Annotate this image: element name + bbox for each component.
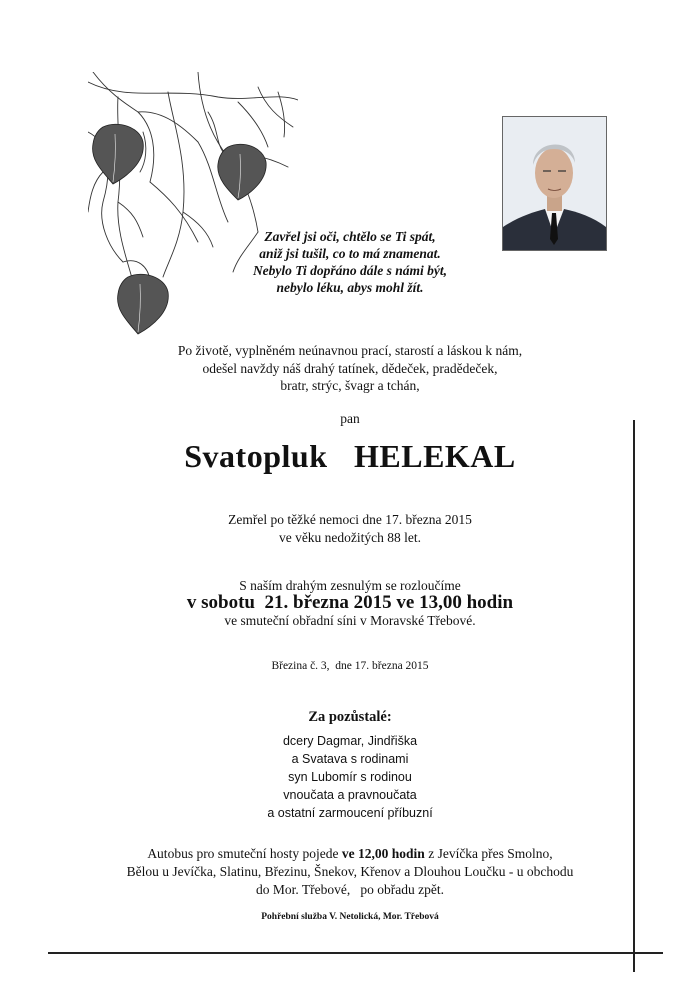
deceased-name: [60, 438, 640, 475]
death-line: Zemřel po těžké nemoci dne 17. března 2015: [228, 512, 472, 527]
place-and-date: Březina č. 3, dne 17. března 2015: [271, 660, 429, 672]
last-name: HELEKAL: [353, 438, 516, 474]
border-line-horizontal: [48, 952, 663, 954]
poem-line: Nebylo Ti dopřáno dále s námi být,: [252, 263, 448, 278]
intro-text: [100, 342, 600, 395]
bus-line-1: [80, 845, 620, 863]
survivor-line: vnoučata a pravnoučata: [283, 788, 417, 802]
memorial-poem: [230, 228, 470, 296]
honorific: pan: [340, 411, 360, 426]
farewell-date: v sobotu 21. března 2015 ve 13,00 hodin: [186, 592, 514, 613]
intro-line: Po životě, vyplněném neúnavnou prací, starostí a láskou k nám,: [177, 343, 523, 358]
survivors-title: Za pozůstalé:: [308, 709, 392, 725]
poem-line: nebylo léku, abys mohl žít.: [276, 280, 424, 295]
death-notice: [100, 511, 600, 546]
bus-post: z Jevíčka přes Smolno,: [424, 846, 553, 861]
linden-branch-illustration: [88, 72, 298, 340]
funeral-service: Pohřební služba V. Netolická, Mor. Třebová: [261, 912, 439, 922]
survivors-list: [150, 732, 550, 822]
portrait-photo-icon: [503, 117, 606, 250]
survivor-line: dcery Dagmar, Jindřiška: [282, 734, 418, 748]
poem-line: aniž jsi tušil, co to má znamenat.: [259, 246, 441, 261]
bus-time: ve 12,00 hodin: [341, 846, 425, 861]
farewell-intro: S naším drahým zesnulým se rozloučíme: [239, 578, 461, 593]
bus-line-2: Bělou u Jevíčka, Slatinu, Březinu, Šnekov, Křenov a Dlouhou Loučku - u obchodu: [126, 864, 574, 879]
portrait-photo: [502, 116, 607, 251]
bus-line-3: do Mor. Třebové, po obřadu zpět.: [256, 882, 444, 897]
first-name: Svatopluk: [184, 438, 328, 474]
bus-info: [80, 845, 620, 899]
farewell-place: ve smuteční obřadní síni v Moravské Třebové.: [224, 613, 476, 628]
intro-line: odešel navždy náš drahý tatínek, dědeček, pradědeček,: [202, 360, 498, 376]
poem-line: Zavřel jsi oči, chtělo se Ti spát,: [264, 229, 436, 244]
survivor-line: a ostatní zarmoucení příbuzní: [267, 806, 433, 820]
survivor-line: a Svatava s rodinami: [291, 752, 409, 766]
survivor-line: syn Lubomír s rodinou: [288, 770, 412, 784]
death-line: ve věku nedožitých 88 let.: [278, 529, 422, 545]
border-line-vertical: [633, 420, 635, 972]
bus-pre: Autobus pro smuteční hosty pojede: [147, 846, 342, 861]
intro-line: bratr, strýc, švagr a tchán,: [280, 378, 420, 393]
